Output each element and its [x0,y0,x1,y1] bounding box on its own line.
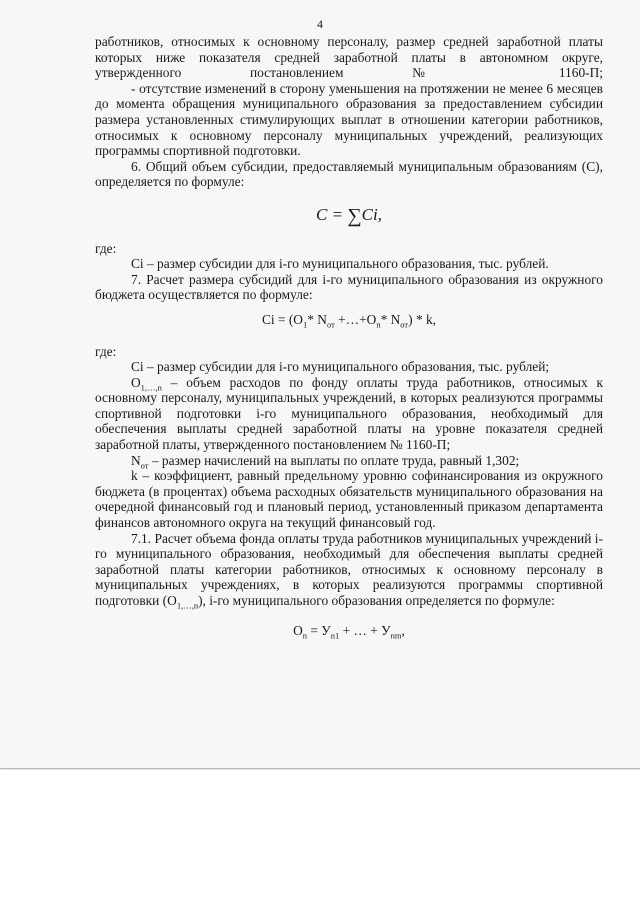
paragraph-7-1: 7.1. Расчет объема фонда оплаты труда работников муниципальных учреждений i-го муниципального образования, необходимый для обеспечения выплаты средней заработной платы категории работников, относимых к основному персоналу в муниципальных учреждениях, в которых реализуются программы спортивной подготовки $(O_{1,\dots,n})$, i-го муниципального образования определяется по формуле: [95,530,603,611]
definition-o: $O_{1,\dots,n}$ – объем расходов по фонду оплаты труда работников, относимых к основному персоналу, муниципальных учреждений, в которых реализуются программы спортивной подготовки i-го муниципального образования, необходимый для обеспечения выплаты средней заработной платы на уровне показателя средней заработной платы, утвержденного постановлением № 1160-П; [95,374,603,453]
document-body [95,34,603,641]
where-label: где: [95,343,117,359]
definition-n: $N_{от}$ – размер начислений на выплаты по оплате труда, равный 1,302; [131,452,520,471]
page-number: 4 [317,17,323,31]
formula-total-subsidy [95,204,603,227]
definition-ci: Ci – размер субсидии для i-го муниципального образования, тыс. рублей. [131,256,549,272]
paragraph-6: 6. Общий объем субсидии, предоставляемый муниципальным образованиям (С), определяется по формуле: [95,158,603,190]
definition-ci: Ci – размер субсидии для i-го муниципального образования, тыс. рублей; [131,359,550,375]
paragraph-condition: - отсутствие изменений в сторону уменьшения на протяжении не менее 6 месяцев до момента обращения муниципального образования за предоставлением субсидии размера установленных стимулирующих выплат в отношении категории работников, относимых к основному персоналу муниципальных учреждений, реализующих программы спортивной подготовки. [95,80,603,159]
formula-on: $O_n = У_{n1}$ + … + $У_{nm}$, [293,622,405,641]
formula-rhs: Ci, [361,204,382,224]
paragraph-7: 7. Расчет размера субсидий для i-го муниципального образования из окружного бюджета осуществляется по формуле: [95,271,603,303]
paragraph-continuation: работников, относимых к основному персоналу, размер средней заработной платы которых ниже показателя средней заработной платы в автономном округе, утвержденного постановлением № 1160-П; [95,34,603,81]
formula-lhs: C = [316,204,344,224]
definition-k: k – коэффициент, равный предельному уровню софинансирования из окружного бюджета (в процентах) объема расходных обязательств муниципального образования на очередной финансовый год и плановый период, установленный приказом департамента финансов автономного округа на текущий финансовый год. [95,468,603,531]
where-label: где: [95,240,117,256]
sum-symbol: ∑ [347,204,362,227]
formula-ci: $Ci = (O_1*$ $N_{от}$ $+\dots+O_n*$ $N_{от}$) * k, [261,311,437,330]
